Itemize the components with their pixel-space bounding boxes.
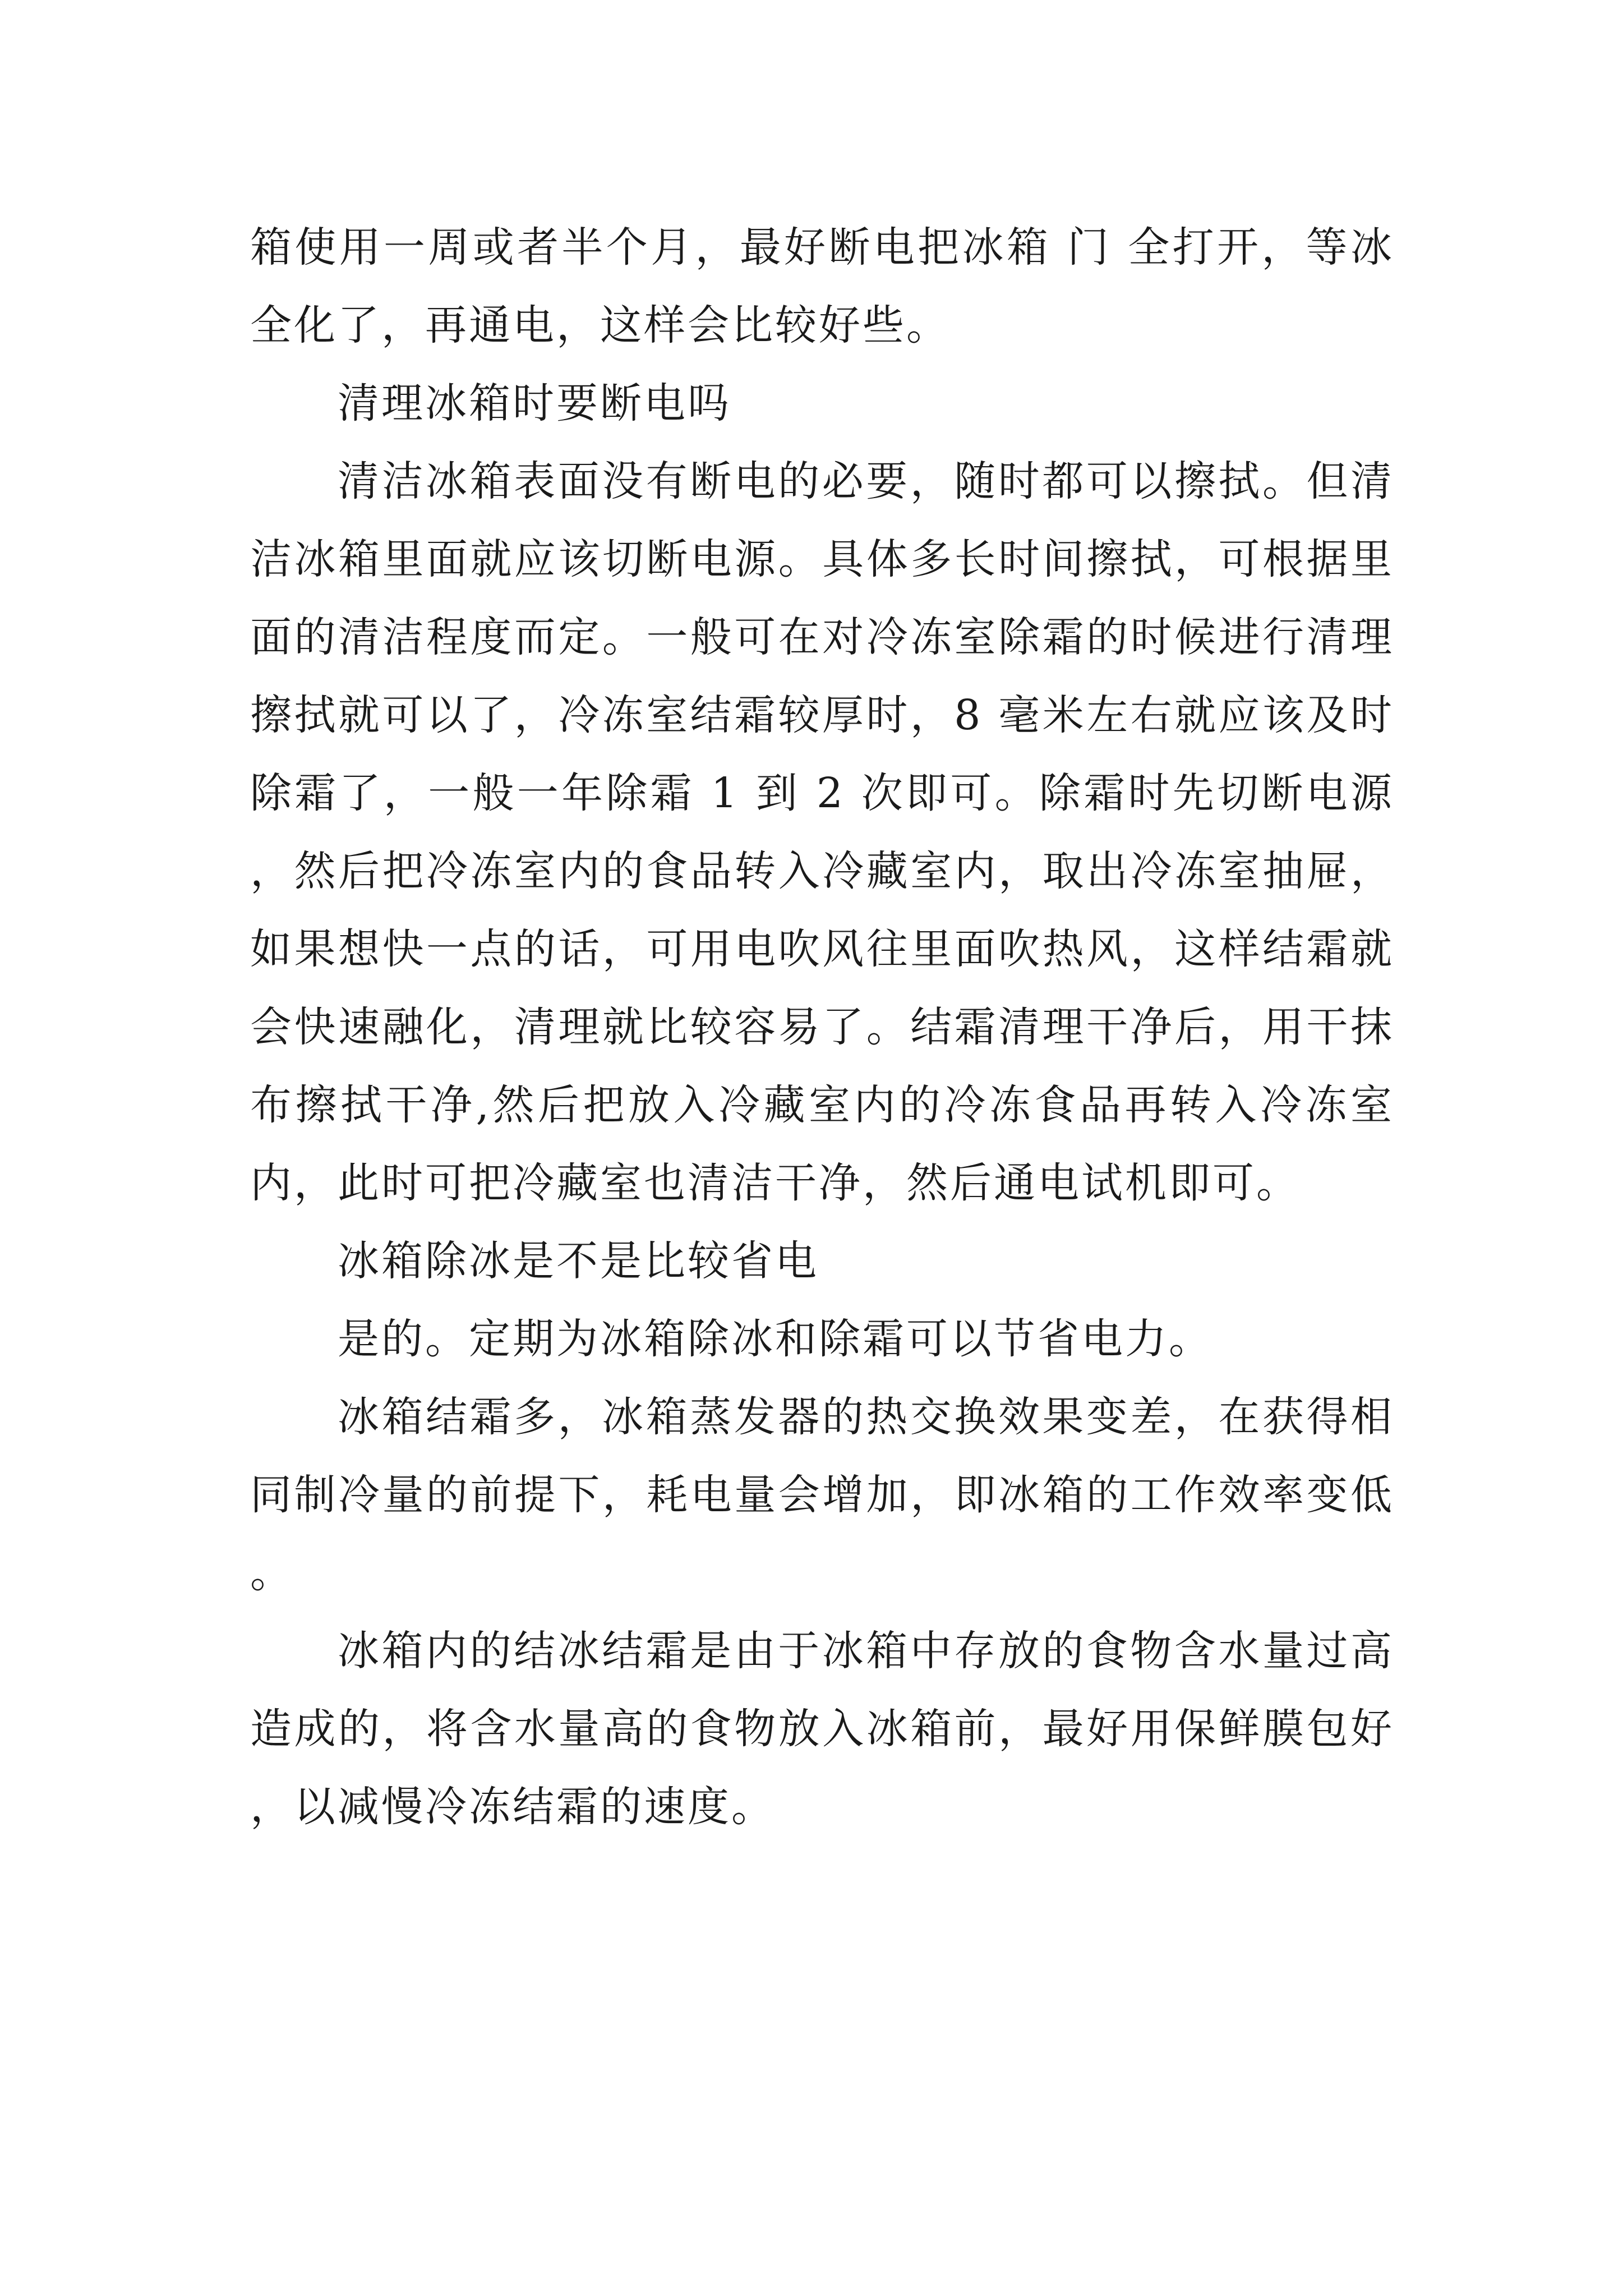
- paragraph-frost-efficiency: 冰箱结霜多，冰箱蒸发器的热交换效果变差，在获得相同制冷量的前提下，耗电量会增加，即冰箱的工作效率变低。: [250, 1393, 1394, 1597]
- paragraph-cleaning-instructions: 清洁冰箱表面没有断电的必要，随时都可以擦拭。但清洁冰箱里面就应该切断电源。具体多长时间擦拭，可根据里面的清洁程度而定。一般可在对冷冻室除霜的时候进行清理擦拭就可以了，冷冻室结霜较厚时，8 毫米左右就应该及时除霜了，一般一年除霜 1 到 2 次即可。除霜时先切断电源，然后把冷冻室内的食品转入冷藏室内，取出冷冻室抽屉，如果想快一点的话，可用电吹风往里面吹热风，这样结霜就会快速融化，清理就比较容易了。结霜清理干净后，用干抹布擦拭干净,然后把放入冷藏室内的冷冻食品再转入冷冻室内，此时可把冷藏室也清洁干净，然后通电试机即可。: [250, 457, 1394, 1207]
- paragraph-answer: 是的。定期为冰箱除冰和除霜可以节省电力。: [338, 1315, 1212, 1363]
- heading-deicing-saves-power: 冰箱除冰是不是比较省电: [338, 1237, 819, 1285]
- paragraph-continuation: 箱使用一周或者半个月，最好断电把冰箱 门 全打开，等冰全化了，再通电，这样会比较好些。: [250, 223, 1394, 349]
- paragraph-frost-cause: 冰箱内的结冰结霜是由于冰箱中存放的食物含水量过高造成的，将含水量高的食物放入冰箱前，最好用保鲜膜包好，以减慢冷冻结霜的速度。: [250, 1627, 1394, 1831]
- heading-cleaning-power-off: 清理冰箱时要断电吗: [338, 379, 731, 427]
- document-body: [250, 209, 1394, 1846]
